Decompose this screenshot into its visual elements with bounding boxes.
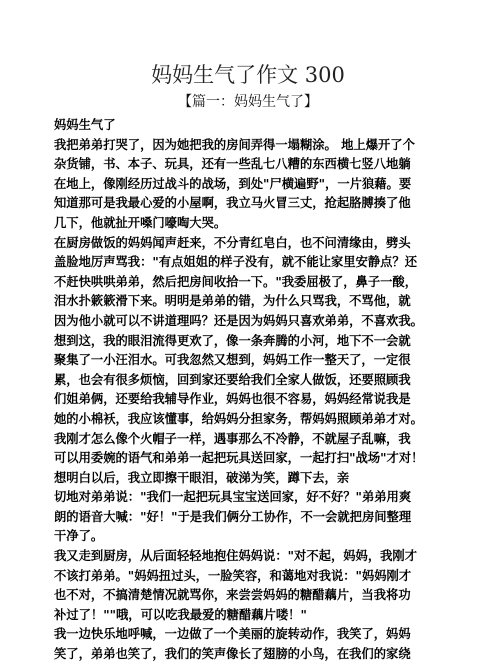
article-line: 我一边快乐地呼喊，一边做了一个美丽的旋转动作，我笑了，妈妈 (54, 627, 411, 642)
page-title: 妈妈生气了作文 300 (151, 63, 345, 87)
article-line: 盖脸地厉声骂我："有点姐姐的样子没有，就不能让家里安静点？还 (54, 255, 418, 270)
article-line: 也不对，不搞清楚情况就骂你，来尝尝妈妈的糖醋藕片，当我将功 (54, 588, 411, 603)
article-line: 我刚才怎么像个火帽子一样，遇事那么不冷静，不就屋子乱嘛，我 (54, 431, 411, 446)
article-line: 因为他小就可以不讲道理吗？还是因为妈妈只喜欢弟弟，不喜欢我。 (54, 313, 423, 328)
article-line: 们姐弟俩，还要给我辅导作业，妈妈也很不容易，妈妈经常说我是 (54, 392, 411, 407)
article-line: 几下，他就扯开嗓门嚎啕大哭。 (54, 215, 227, 230)
article-line: 她的小棉袄，我应该懂事，给妈妈分担家务，帮妈妈照顾弟弟才对。 (54, 411, 423, 426)
section-title: 【篇一：妈妈生气了】 (178, 94, 318, 110)
article-line: 干净了。 (54, 529, 104, 544)
article-line: 补过了！""哦，可以吃我最爱的糖醋藕片喽！" (54, 607, 307, 622)
article-line: 在地上，像刚经历过战斗的战场，到处"尸横遍野"，一片狼藉。要 (54, 176, 412, 191)
article-line: 泪水扑簌簌滑下来。明明是弟弟的错，为什么只骂我，不骂他，就 (54, 294, 411, 309)
article-line: 想到这，我的眼泪流得更欢了，像一条奔腾的小河，地下不一会就 (54, 333, 411, 348)
article-line: 不该打弟弟。"妈妈扭过头，一脸笑容，和蔼地对我说："妈妈刚才 (54, 568, 412, 583)
article-line: 在厨房做饭的妈妈闻声赶来，不分青红皂白，也不问清缘由，劈头 (54, 235, 411, 250)
article-line: 累，也会有很多烦恼，回到家还要给我们全家人做饭，还要照顾我 (54, 372, 411, 387)
article-line: 我把弟弟打哭了，因为她把我的房间弄得一塌糊涂。 地上爆开了个 (54, 137, 415, 152)
article-line: 可以用委婉的语气和弟弟一起把玩具送回家，一起打扫"战场"才对！ (54, 451, 424, 466)
article-line: 切地对弟弟说："我们一起把玩具宝宝送回家，好不好？"弟弟用爽 (54, 490, 412, 505)
article-line: 想明白以后，我立即擦干眼泪，破涕为笑，蹲下去，亲 (54, 470, 350, 485)
article-line: 不赶快哄哄弟弟，然后把房间收拾一下。"我委屈极了，鼻子一酸， (54, 274, 418, 289)
article-line: 笑了，弟弟也笑了，我们的笑声像长了翅膀的小鸟，在我们的家绕 (54, 647, 411, 662)
article-line: 妈妈生气了 (54, 118, 116, 132)
article-line: 我又走到厨房，从后面轻轻地抱住妈妈说："对不起，妈妈，我刚才 (54, 549, 418, 564)
article-body (54, 116, 484, 665)
article-line: 知道那可是我最心爱的小屋啊，我立马火冒三丈，抢起胳膊揍了他 (54, 196, 411, 211)
article-line: 朗的语音大喊："好！"于是我们俩分工协作，不一会就把房间整理 (54, 509, 412, 524)
article-line: 聚集了一小汪泪水。可我忽然又想到，妈妈工作一整天了，一定很 (54, 353, 411, 368)
article-line: 杂货铺，书、本子、玩具，还有一些乱七八糟的东西横七竖八地躺 (54, 157, 411, 172)
